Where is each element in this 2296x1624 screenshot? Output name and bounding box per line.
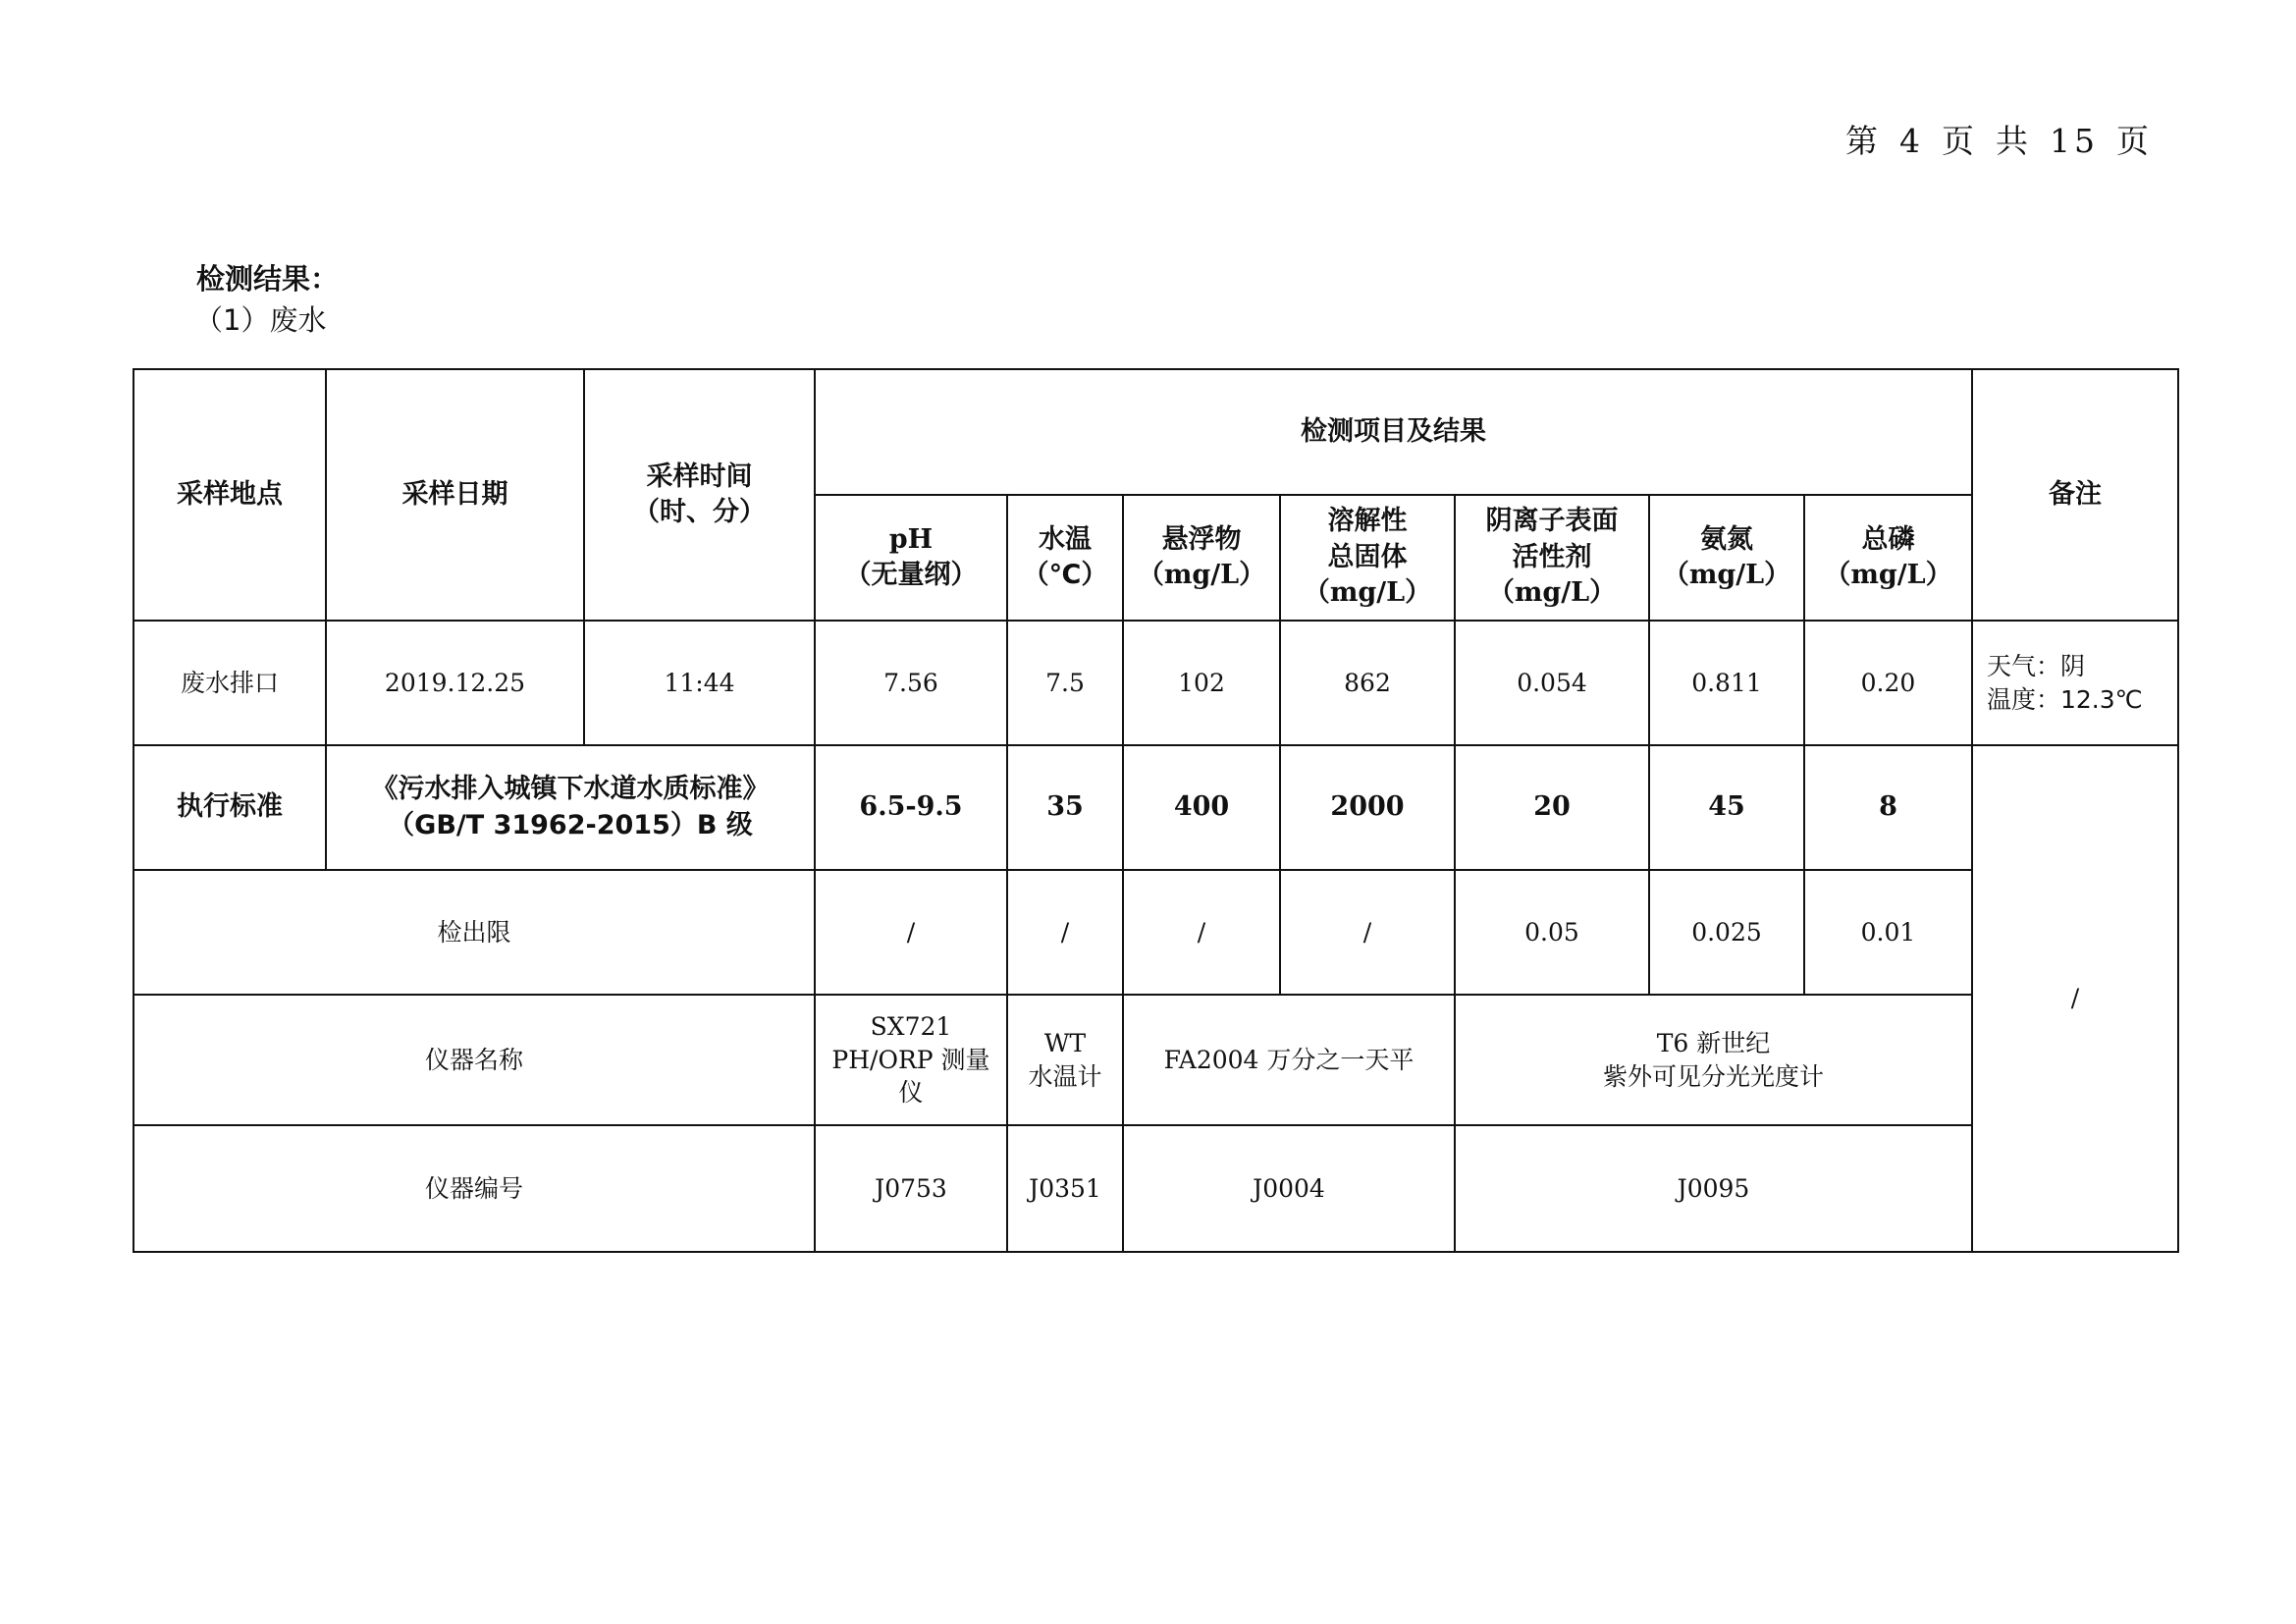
sample-nh3: 0.811: [1649, 621, 1804, 745]
standard-name-line2: （GB/T 31962-2015）B 级: [388, 809, 753, 840]
standard-name: [326, 745, 815, 870]
header-date: 采样日期: [326, 369, 584, 621]
page-number-prefix: 第: [1845, 122, 1882, 160]
instrument-spectro-line2: 紫外可见分光光度计: [1602, 1061, 1824, 1091]
standard-tp: 8: [1804, 745, 1972, 870]
section-heading: 检测结果：: [196, 262, 340, 296]
header-nh3-line1: 氨氮: [1700, 523, 1753, 555]
header-temp-line1: 水温: [1039, 523, 1092, 555]
sample-remark-line1: 天气：阴: [1987, 651, 2086, 680]
instrument-temp-line2: 水温计: [1028, 1061, 1102, 1091]
header-ss-line2: （mg/L）: [1137, 560, 1266, 590]
limit-ss: /: [1123, 870, 1280, 995]
limit-tp: 0.01: [1804, 870, 1972, 995]
sample-ph: 7.56: [815, 621, 1007, 745]
sample-date: 2019.12.25: [326, 621, 584, 745]
header-ph-line1: pH: [888, 523, 934, 555]
sample-las: 0.054: [1455, 621, 1649, 745]
id-label: 仪器编号: [133, 1125, 815, 1252]
table-row: [133, 745, 2178, 870]
header-tp: [1804, 495, 1972, 621]
page-number: [1845, 116, 2153, 162]
instrument-ph-line2: PH/ORP 测量: [831, 1045, 990, 1074]
sample-site: 废水排口: [133, 621, 326, 745]
instrument-ph-line1: SX721: [870, 1011, 952, 1041]
header-ss-line1: 悬浮物: [1161, 523, 1242, 555]
standard-nh3: 45: [1649, 745, 1804, 870]
results-table: [133, 368, 2179, 1253]
header-time-line1: 采样时间: [646, 460, 753, 492]
table-row: [133, 870, 2178, 995]
limit-label: 检出限: [133, 870, 815, 995]
page-number-suffix: 页: [2116, 122, 2153, 160]
standard-name-line1: 《污水排入城镇下水道水质标准》: [371, 774, 770, 805]
header-las: [1455, 495, 1649, 621]
sample-remark: [1972, 621, 2178, 745]
page-number-total: 15: [2050, 122, 2099, 160]
standard-temp: 35: [1007, 745, 1123, 870]
table-header-row: [133, 369, 2178, 495]
instrument-spectro: [1455, 995, 1972, 1125]
header-temp-line2: （℃）: [1022, 560, 1108, 590]
header-site: 采样地点: [133, 369, 326, 621]
header-nh3: [1649, 495, 1804, 621]
instrument-temp: [1007, 995, 1123, 1125]
header-ph: [815, 495, 1007, 621]
instrument-label: 仪器名称: [133, 995, 815, 1125]
id-ph: J0753: [815, 1125, 1007, 1252]
header-items-title: 检测项目及结果: [815, 369, 1972, 495]
standard-label: 执行标准: [133, 745, 326, 870]
page-number-middle1: 页: [1942, 122, 1978, 160]
header-tds-line3: （mg/L）: [1303, 577, 1432, 609]
page-number-current: 4: [1899, 122, 1924, 160]
standard-las: 20: [1455, 745, 1649, 870]
limit-temp: /: [1007, 870, 1123, 995]
header-ss: [1123, 495, 1280, 621]
table-row: [133, 995, 2178, 1125]
header-tp-line2: （mg/L）: [1824, 560, 1952, 590]
instrument-ph-line3: 仪: [898, 1078, 924, 1108]
remark-merged: /: [1972, 745, 2178, 1252]
standard-ss: 400: [1123, 745, 1280, 870]
limit-ph: /: [815, 870, 1007, 995]
limit-tds: /: [1280, 870, 1455, 995]
table-row: [133, 1125, 2178, 1252]
header-time-line2: （时、分）: [633, 497, 766, 527]
instrument-temp-line1: WT: [1043, 1028, 1087, 1057]
instrument-ph: [815, 995, 1007, 1125]
sample-temp: 7.5: [1007, 621, 1123, 745]
limit-nh3: 0.025: [1649, 870, 1804, 995]
limit-las: 0.05: [1455, 870, 1649, 995]
id-temp: J0351: [1007, 1125, 1123, 1252]
sample-tds: 862: [1280, 621, 1455, 745]
table-row: [133, 621, 2178, 745]
header-tds-line2: 总固体: [1327, 541, 1408, 572]
id-spectro: J0095: [1455, 1125, 1972, 1252]
sample-tp: 0.20: [1804, 621, 1972, 745]
instrument-spectro-line1: T6 新世纪: [1656, 1028, 1771, 1057]
standard-tds: 2000: [1280, 745, 1455, 870]
header-tp-line1: 总磷: [1861, 523, 1915, 555]
sample-ss: 102: [1123, 621, 1280, 745]
header-las-line1: 阴离子表面: [1485, 506, 1619, 537]
standard-ph: 6.5-9.5: [815, 745, 1007, 870]
id-balance: J0004: [1123, 1125, 1455, 1252]
header-ph-line2: （无量纲）: [844, 560, 978, 590]
instrument-balance: FA2004 万分之一天平: [1123, 995, 1455, 1125]
section-subheading: （1）废水: [194, 303, 327, 337]
header-nh3-line2: （mg/L）: [1662, 560, 1791, 590]
header-las-line3: （mg/L）: [1487, 577, 1617, 609]
page-number-middle2: 共: [1996, 122, 2032, 160]
header-temp: [1007, 495, 1123, 621]
header-time: [584, 369, 815, 621]
header-tds: [1280, 495, 1455, 621]
header-las-line2: 活性剂: [1512, 541, 1592, 572]
header-tds-line1: 溶解性: [1327, 506, 1408, 537]
header-remark: 备注: [1972, 369, 2178, 621]
sample-remark-line2: 温度：12.3℃: [1987, 684, 2143, 714]
sample-time: 11:44: [584, 621, 815, 745]
